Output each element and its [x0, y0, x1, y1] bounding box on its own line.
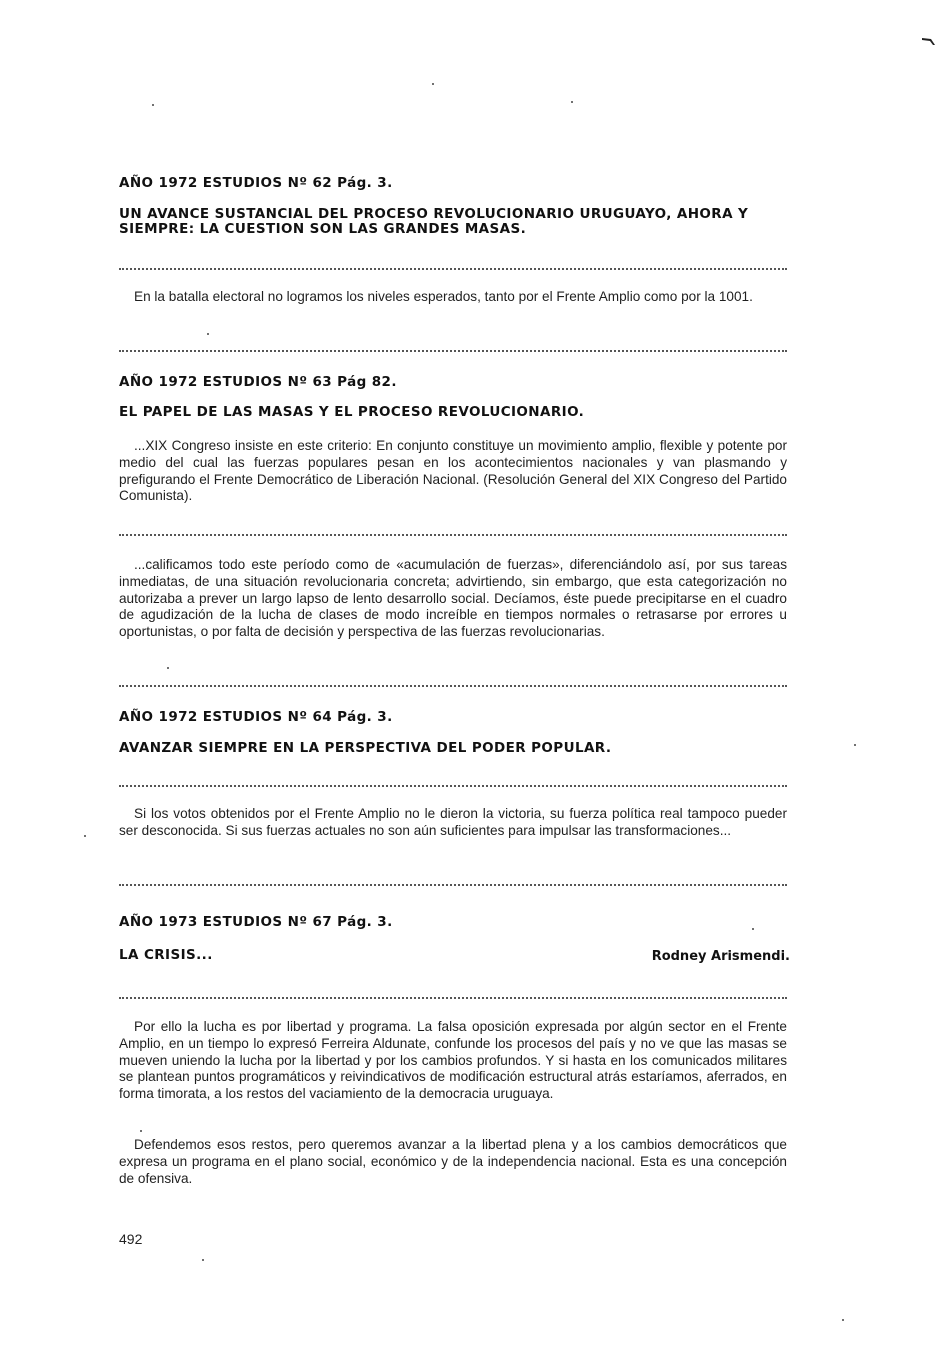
dotted-separator: [119, 685, 787, 687]
paragraph: Defendemos esos restos, pero queremos avanzar a la libertad plena y a los cambios democráticos que expresa un programa en el plano social, económico y de la independencia nacional. Esta es una concepción de ofensiva.: [119, 1137, 787, 1186]
paragraph: Si los votos obtenidos por el Frente Amplio no le dieron la victoria, su fuerza política real tampoco pueder ser desconocida. Si sus fuerzas actuales no son aún suficientes para impulsar las transformaciones...: [119, 806, 787, 838]
dotted-separator: [119, 268, 787, 270]
section-title: AVANZAR SIEMPRE EN LA PERSPECTIVA DEL PODER POPULAR.: [119, 740, 612, 756]
paragraph: ...calificamos todo este período como de «acumulación de fuerzas», diferenciándolo así, por sus tareas inmediatas, de una situación revolucionaria concreta; advirtiendo, sin embargo, que esta categorización no autorizaba a prever un largo lapso de lento desarrollo social. Decíamos, éste puede precipitarse en el cuadro de agudización de la lucha de clases de modo increíble en tiempos normales o retrasarse por errores u oportunistas, o por falta de decisión y perspectiva de las fuerzas revolucionarias.: [119, 557, 787, 640]
dotted-separator: [119, 785, 787, 787]
scan-speck: [84, 835, 86, 837]
page-number: 492: [119, 1231, 143, 1247]
author-name: Rodney Arismendi.: [651, 949, 790, 964]
section-title: UN AVANCE SUSTANCIAL DEL PROCESO REVOLUCIONARIO URUGUAYO, AHORA Y SIEMPRE: LA CUESTION SON LAS GRANDES MASAS.: [119, 206, 749, 237]
scan-speck: [571, 101, 573, 103]
section-title: EL PAPEL DE LAS MASAS Y EL PROCESO REVOLUCIONARIO.: [119, 404, 585, 420]
section-heading: AÑO 1973 ESTUDIOS Nº 67 Pág. 3.: [119, 914, 393, 930]
scan-speck: [152, 104, 154, 106]
scan-speck: [207, 333, 209, 335]
scan-speck: [167, 667, 169, 669]
scan-speck: [842, 1319, 844, 1321]
paragraph: Por ello la lucha es por libertad y programa. La falsa oposición expresada por algún sector en el Frente Amplio, en un tiempo lo expresó Ferreira Aldunate, confunde los procesos del país y no ve que las masas se mueven uniendo la lucha por la libertad y por los cambios profundos. Y si hasta en los comunicados militares se plantean puntos programáticos y reivindicativos de modificación estructural atrás estaríamos, aferrados, en forma timorata, a los restos del vaciamiento de la democracia uruguaya.: [119, 1019, 787, 1102]
scan-speck: [854, 744, 856, 746]
dotted-separator: [119, 350, 787, 352]
scan-speck: [202, 1259, 204, 1261]
paragraph: ...XIX Congreso insiste en este criterio: En conjunto constituye un movimiento amplio, flexible y potente por medio del cual las fuerzas populares pesan en los acontecimientos nacionales y van plasmando y prefigurando el Frente Democrático de Liberación Nacional. (Resolución General del XIX Congreso del Partido Comunista).: [119, 438, 787, 504]
corner-scan-mark: [922, 36, 936, 46]
scan-speck: [432, 83, 434, 85]
section-heading: AÑO 1972 ESTUDIOS Nº 63 Pág 82.: [119, 374, 397, 390]
dotted-separator: [119, 534, 787, 536]
scan-speck: [752, 928, 754, 930]
section-heading: AÑO 1972 ESTUDIOS Nº 62 Pág. 3.: [119, 175, 393, 191]
dotted-separator: [119, 884, 787, 886]
scan-speck: [140, 1130, 142, 1132]
section-title: LA CRISIS...: [119, 947, 213, 963]
dotted-separator: [119, 997, 787, 999]
section-heading: AÑO 1972 ESTUDIOS Nº 64 Pág. 3.: [119, 709, 393, 725]
paragraph: En la batalla electoral no logramos los niveles esperados, tanto por el Frente Amplio como por la 1001.: [134, 289, 753, 304]
